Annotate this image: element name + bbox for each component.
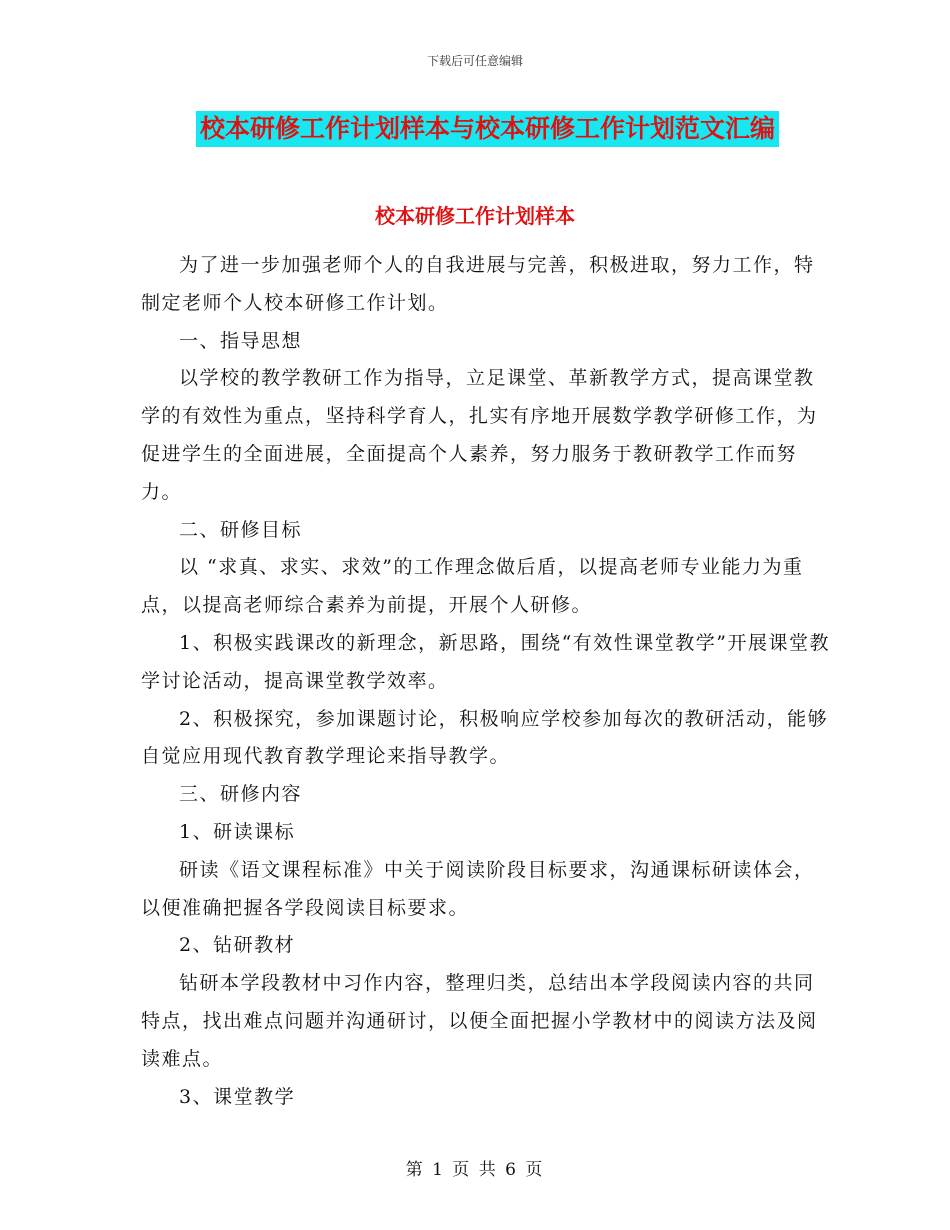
heading-guiding-ideology: 一、指导思想 bbox=[179, 329, 303, 352]
paragraph-textbooks: 钻研本学段教材中习作内容，整理归类，总结出本学段阅读内容的共同特点，找出难点问题并沟通研讨，以便全面把握小学教材中的阅读方法及阅读难点。 bbox=[141, 972, 818, 1070]
heading-study-goals: 二、研修目标 bbox=[179, 518, 303, 541]
paragraph-intro: 为了进一步加强老师个人的自我进展与完善，积极进取，努力工作，特制定老师个人校本研修工作计划。 bbox=[141, 254, 815, 314]
subheading-curriculum-standards: 1、研读课标 bbox=[179, 820, 296, 843]
document-body bbox=[141, 247, 831, 1116]
paragraph-goal-2: 2、积极探究，参加课题讨论，积极响应学校参加每次的教研活动，能够自觉应用现代教育教学理论来指导教学。 bbox=[141, 707, 829, 768]
paragraph-curriculum-standards: 研读《语文课程标准》中关于阅读阶段目标要求，沟通课标研读体会，以便准确把握各学段阅读目标要求。 bbox=[141, 858, 815, 919]
paragraph-goal-1: 1、积极实践课改的新理念，新思路，围绕“有效性课堂教学”开展课堂教学讨论活动，提高课堂教学效率。 bbox=[141, 631, 831, 692]
header-note: 下载后可任意编辑 bbox=[426, 54, 523, 68]
heading-study-content: 三、研修内容 bbox=[179, 783, 303, 806]
subheading-textbooks: 2、钻研教材 bbox=[179, 934, 296, 957]
section-title: 校本研修工作计划样本 bbox=[375, 204, 575, 228]
page-footer: 第 1 页 共 6 页 bbox=[405, 1160, 545, 1180]
paragraph-study-goals: 以 “求真、求实、求效”的工作理念做后盾，以提高老师专业能力为重点，以提高老师综合素养为前提，开展个人研修。 bbox=[141, 556, 804, 617]
paragraph-guiding-ideology: 以学校的教学教研工作为指导，立足课堂、革新教学方式，提高课堂教学的有效性为重点，坚持科学育人，扎实有序地开展数学教学研修工作，为促进学生的全面进展，全面提高个人素养，努力服务于教研教学工作而努力。 bbox=[141, 367, 818, 503]
document-title: 校本研修工作计划样本与校本研修工作计划范文汇编 bbox=[196, 111, 779, 147]
subheading-classroom-teaching: 3、课堂教学 bbox=[179, 1085, 296, 1108]
